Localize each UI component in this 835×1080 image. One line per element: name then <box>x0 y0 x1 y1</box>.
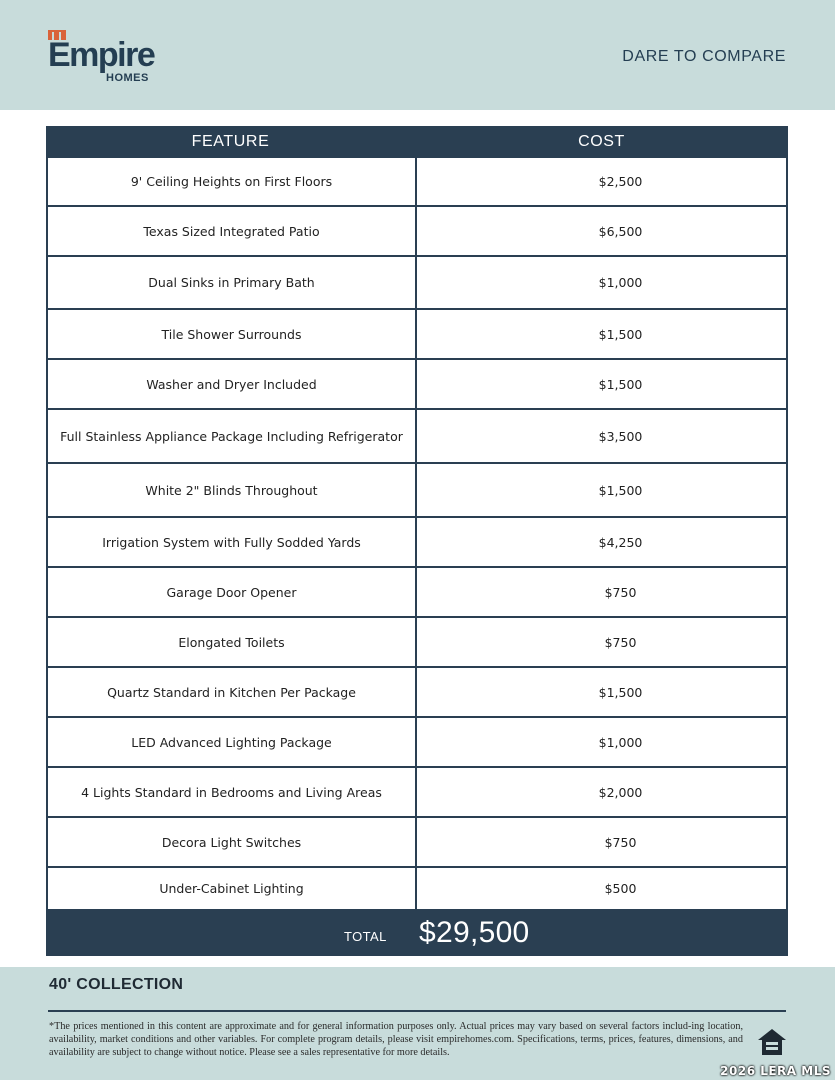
feature-cell: Elongated Toilets <box>48 618 417 666</box>
footer-divider <box>48 1010 786 1012</box>
feature-cell: Tile Shower Surrounds <box>48 310 417 358</box>
table-row <box>48 310 786 360</box>
feature-cell: Garage Door Opener <box>48 568 417 616</box>
feature-cell: Under-Cabinet Lighting <box>48 868 417 909</box>
cost-cell: $1,000 <box>598 275 643 290</box>
cost-cell: $2,000 <box>598 784 643 800</box>
cost-cell: $1,500 <box>598 482 643 498</box>
table-row <box>48 158 786 207</box>
table-row <box>48 360 786 410</box>
empire-homes-logo <box>48 30 168 86</box>
disclaimer-text: *The prices mentioned in this content are approximate and for general information purposes only. Actual prices may vary based on several factors includ-ing location, availability, market conditions and other variables. For complete program details, please visit empirehomes.com. Specifications, terms, prices, features, dimensions, and availability are subject to change without notice. Please see a sales representative for more details. <box>49 1021 743 1058</box>
total-bar <box>46 910 788 956</box>
table-row <box>48 668 786 718</box>
cost-cell: $1,000 <box>598 734 643 750</box>
feature-cell: 9' Ceiling Heights on First Floors <box>48 158 417 205</box>
feature-cell: Irrigation System with Fully Sodded Yards <box>48 518 417 566</box>
table-row <box>48 518 786 568</box>
cost-cell: $750 <box>604 834 637 850</box>
table-row <box>48 568 786 618</box>
page-footer <box>0 967 835 1080</box>
table-header <box>46 126 788 158</box>
cost-cell: $4,250 <box>598 534 643 550</box>
cost-column-header: COST <box>578 133 625 150</box>
table-row <box>48 207 786 257</box>
cost-cell: $500 <box>604 881 637 896</box>
feature-cell: Texas Sized Integrated Patio <box>48 207 417 255</box>
cost-cell: $750 <box>604 634 637 650</box>
feature-cell: Washer and Dryer Included <box>48 360 417 408</box>
feature-cell: White 2" Blinds Throughout <box>48 464 417 516</box>
feature-cell: 4 Lights Standard in Bedrooms and Living Areas <box>48 768 417 816</box>
cost-cell: $750 <box>604 584 637 600</box>
feature-column-header: FEATURE <box>191 133 270 150</box>
table-row <box>48 618 786 668</box>
total-label: TOTAL <box>344 929 387 944</box>
collection-title: 40' COLLECTION <box>49 976 184 993</box>
page-header <box>0 0 835 110</box>
feature-cell: LED Advanced Lighting Package <box>48 718 417 766</box>
cost-cell: $3,500 <box>598 428 643 444</box>
total-value: $29,500 <box>419 916 530 949</box>
feature-cell: Full Stainless Appliance Package Including Refrigerator <box>48 410 417 462</box>
equal-housing-opportunity-icon <box>756 1027 788 1059</box>
brand-sub: HOMES <box>106 72 149 84</box>
table-row <box>48 464 786 518</box>
table-row <box>48 410 786 464</box>
feature-cost-table <box>46 126 788 911</box>
table-row <box>48 868 786 911</box>
table-row <box>48 768 786 818</box>
table-row <box>48 718 786 768</box>
cost-cell: $1,500 <box>598 684 643 700</box>
cost-cell: $1,500 <box>598 326 643 342</box>
feature-cell: Decora Light Switches <box>48 818 417 866</box>
tagline: DARE TO COMPARE <box>622 48 786 65</box>
cost-cell: $6,500 <box>598 223 643 239</box>
cost-cell: $2,500 <box>598 174 643 189</box>
brand-name: Empire <box>48 36 155 74</box>
feature-cell: Dual Sinks in Primary Bath <box>48 257 417 308</box>
cost-cell: $1,500 <box>598 376 643 392</box>
feature-cell: Quartz Standard in Kitchen Per Package <box>48 668 417 716</box>
table-body <box>46 158 788 911</box>
table-row <box>48 818 786 868</box>
mls-watermark: 2026 LERA MLS <box>720 1064 831 1078</box>
table-row <box>48 257 786 310</box>
